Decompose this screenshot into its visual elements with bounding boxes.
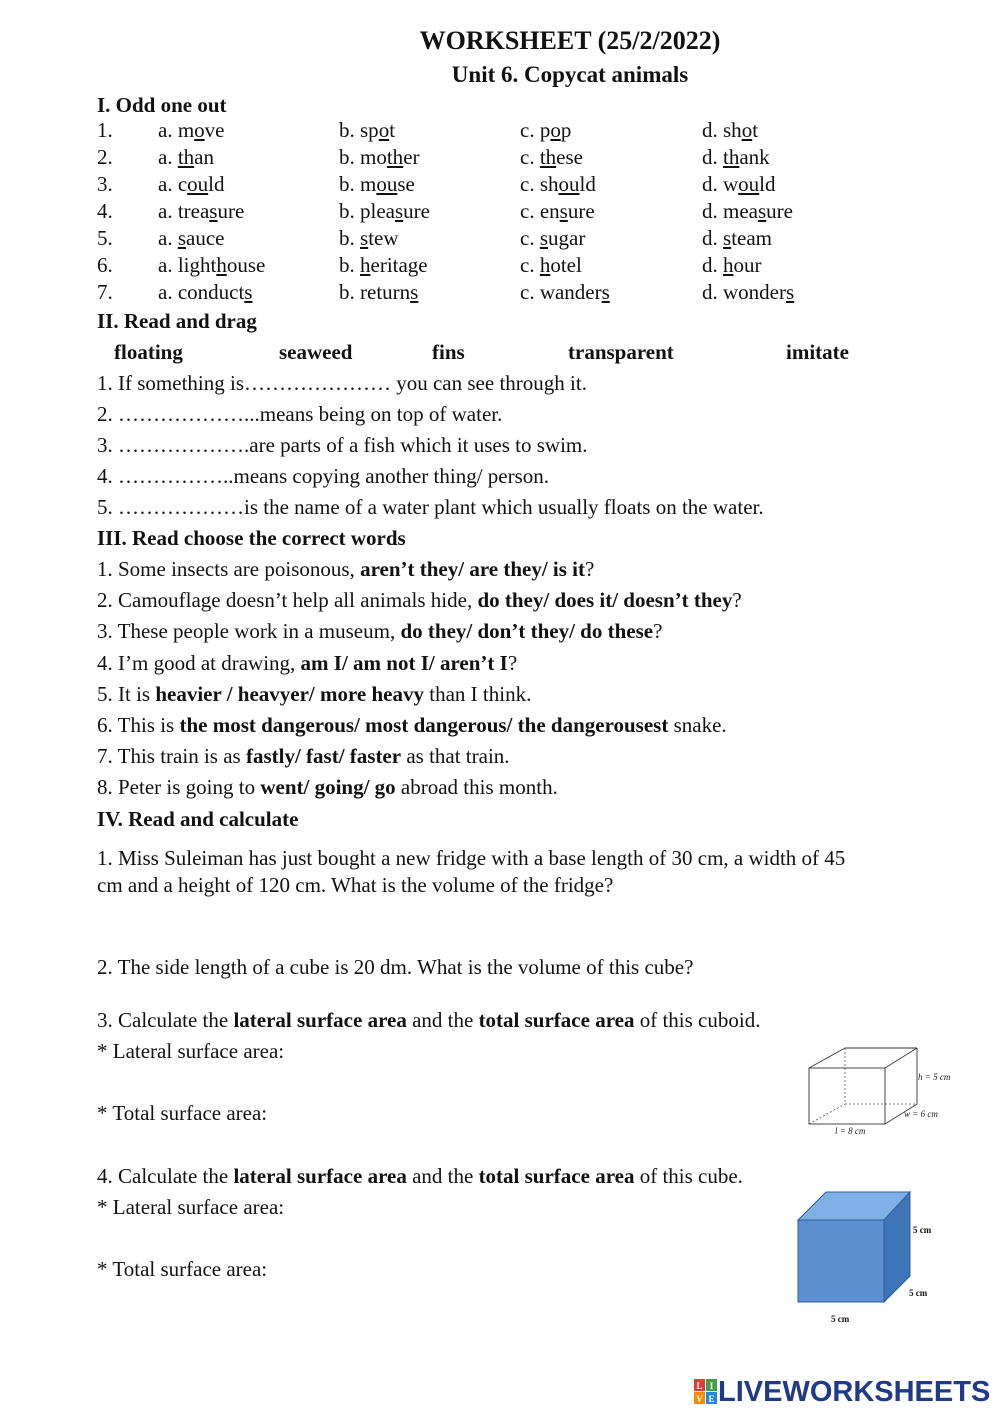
odd-option-underlined: h: [360, 253, 371, 277]
odd-option-underlined: s: [559, 199, 568, 223]
choose-text: 4. I’m good at drawing,: [97, 650, 301, 675]
word-bank-floating[interactable]: floating: [114, 340, 183, 364]
odd-option-text: d. w: [702, 172, 739, 196]
odd-option[interactable]: [339, 171, 415, 197]
odd-option-text: c.: [520, 253, 540, 277]
odd-option-text: c. en: [520, 199, 560, 223]
cuboid-width-label: w = 6 cm: [904, 1109, 938, 1119]
question-4-post: of this cube.: [634, 1164, 743, 1188]
word-bank-seaweed[interactable]: seaweed: [279, 340, 353, 364]
odd-option-text: eritage: [370, 253, 428, 277]
odd-option[interactable]: [520, 144, 583, 170]
section-2-heading: II. Read and drag: [97, 309, 257, 333]
logo-letter: V: [696, 1394, 703, 1404]
odd-option-text: ure: [567, 199, 595, 223]
odd-option-text: ese: [556, 145, 583, 169]
odd-option-text: c.: [520, 145, 540, 169]
question-3-total-answer-label[interactable]: * Total surface area:: [97, 1101, 268, 1125]
odd-option[interactable]: [158, 225, 224, 251]
odd-option[interactable]: [520, 279, 610, 305]
odd-option-text: d.: [702, 145, 723, 169]
odd-option-text: b. return: [339, 280, 411, 304]
odd-option-text: p: [560, 118, 572, 142]
odd-option-text: ure: [766, 199, 793, 223]
odd-option[interactable]: [158, 144, 214, 170]
odd-option[interactable]: [520, 225, 585, 251]
odd-row-number: 1.: [97, 118, 113, 142]
odd-option-text: c. wander: [520, 280, 602, 304]
odd-option[interactable]: [702, 198, 793, 224]
odd-option-underlined: s: [244, 280, 253, 304]
question-4-total: total surface area: [478, 1164, 635, 1188]
question-3-mid: and the: [406, 1008, 479, 1032]
odd-option-text: team: [731, 226, 772, 250]
odd-row-number: 3.: [97, 172, 113, 196]
odd-option-text: d.: [702, 226, 723, 250]
logo-letter: I: [709, 1381, 714, 1391]
question-4-lateral: lateral surface area: [233, 1164, 407, 1188]
cuboid-length-label: l = 8 cm: [835, 1126, 866, 1136]
odd-option[interactable]: [339, 198, 430, 224]
odd-option-text: a. light: [158, 253, 217, 277]
section-4-heading: IV. Read and calculate: [97, 807, 299, 831]
odd-option-underlined: th: [386, 145, 404, 169]
odd-option[interactable]: [158, 171, 225, 197]
odd-option-text: an: [194, 145, 214, 169]
odd-option[interactable]: [520, 171, 596, 197]
odd-option-text: ure: [217, 199, 245, 223]
choose-options: heavier / heavyer/ more heavy: [155, 681, 425, 706]
question-4-lateral-answer-label[interactable]: * Lateral surface area:: [97, 1195, 285, 1219]
odd-option-text: a. trea: [158, 199, 210, 223]
odd-option-text: t: [389, 118, 396, 142]
odd-option-underlined: s: [601, 280, 610, 304]
question-2: 2. The side length of a cube is 20 dm. What is the volume of this cube?: [97, 955, 694, 979]
question-4-total-answer-label[interactable]: * Total surface area:: [97, 1257, 268, 1281]
section-1-heading: I. Odd one out: [97, 93, 227, 117]
odd-option[interactable]: [520, 198, 595, 224]
odd-option[interactable]: [702, 171, 776, 197]
word-bank-fins[interactable]: fins: [432, 340, 465, 364]
choose-options: aren’t they/ are they/ is it: [360, 557, 585, 581]
odd-option-underlined: o: [741, 118, 753, 142]
word-bank-transparent[interactable]: transparent: [568, 340, 674, 364]
cuboid-edge: [809, 1048, 845, 1068]
odd-option-underlined: s: [723, 226, 732, 250]
odd-option-underlined: s: [757, 199, 767, 223]
odd-option[interactable]: [702, 279, 794, 305]
odd-option[interactable]: [339, 252, 428, 278]
odd-option-underlined: o: [194, 118, 205, 142]
odd-option-text: c. sh: [520, 172, 559, 196]
odd-option[interactable]: [702, 144, 770, 170]
odd-option-underlined: s: [360, 226, 369, 250]
odd-option-underlined: ou: [558, 172, 580, 196]
question-4: [97, 1163, 743, 1189]
odd-option[interactable]: [702, 252, 762, 278]
odd-option-text: ouse: [226, 253, 266, 277]
odd-option-text: c. p: [520, 118, 551, 142]
choose-options: the most dangerous/ most dangerous/ the dangerousest: [179, 713, 669, 737]
odd-option-text: er: [403, 145, 420, 169]
question-4-pre: 4. Calculate the: [97, 1164, 234, 1188]
question-3-post: of this cuboid.: [634, 1008, 761, 1032]
drag-item-3[interactable]: 3. ……………….are parts of a fish which it uses to swim.: [97, 433, 588, 457]
odd-option-text: a. c: [158, 172, 188, 196]
choose-text: 1. Some insects are poisonous,: [97, 557, 361, 581]
odd-option-underlined: ou: [376, 172, 398, 196]
odd-option-underlined: s: [539, 226, 549, 250]
choose-item[interactable]: [97, 712, 727, 738]
question-3-lateral: lateral surface area: [233, 1008, 407, 1032]
odd-row-number: 5.: [97, 226, 113, 250]
odd-option-text: b. plea: [339, 199, 395, 223]
liveworksheets-logo[interactable]: [694, 1374, 990, 1410]
choose-options: fastly/ fast/ faster: [245, 744, 402, 769]
odd-option-underlined: s: [177, 226, 187, 250]
cuboid-diagram: [800, 1042, 970, 1138]
odd-option-underlined: s: [394, 199, 404, 223]
odd-option-text: ld: [579, 172, 596, 196]
question-1-line-2: cm and a height of 120 cm. What is the volume of the fridge?: [97, 873, 614, 897]
drag-item-5[interactable]: 5. ………………is the name of a water plant which usually floats on the water.: [97, 495, 764, 519]
odd-option-text: our: [733, 253, 762, 277]
odd-option-text: auce: [186, 226, 225, 250]
odd-option[interactable]: [339, 279, 418, 305]
odd-option-text: ank: [739, 145, 770, 169]
odd-option-underlined: th: [177, 145, 195, 169]
choose-text: as that train.: [401, 744, 510, 769]
choose-item[interactable]: [97, 774, 558, 800]
odd-option-text: d.: [702, 253, 723, 277]
question-3-total: total surface area: [478, 1008, 635, 1032]
odd-option[interactable]: [520, 252, 582, 278]
choose-text: 8. Peter is going to: [97, 775, 261, 800]
liveworksheets-logo-text: LIVEWORKSHEETS: [718, 1375, 991, 1408]
odd-option-text: b.: [339, 226, 360, 250]
odd-option-underlined: o: [550, 118, 561, 142]
cube-diagram: [790, 1188, 950, 1328]
liveworksheets-logo-icon: [694, 1379, 718, 1405]
choose-text: ?: [732, 588, 742, 613]
cuboid-front-face: [809, 1068, 885, 1124]
logo-letter: L: [696, 1381, 703, 1391]
odd-option-text: otel: [550, 253, 582, 277]
choose-options: am I/ am not I/ aren’t I: [300, 650, 508, 675]
odd-option[interactable]: [158, 117, 224, 143]
odd-row-number: 4.: [97, 199, 113, 223]
odd-option[interactable]: [702, 117, 758, 143]
odd-option[interactable]: [702, 225, 772, 251]
cube-height-label: 5 cm: [913, 1225, 932, 1235]
odd-option-text: se: [397, 172, 415, 196]
choose-item[interactable]: [97, 743, 510, 769]
section-3-heading: III. Read choose the correct words: [97, 526, 406, 550]
odd-row-number: 7.: [97, 280, 113, 304]
odd-option-text: tew: [368, 226, 399, 250]
cube-depth-label: 5 cm: [909, 1288, 928, 1298]
odd-option-text: b. sp: [339, 118, 379, 142]
choose-text: than I think.: [424, 681, 532, 706]
choose-text: 7. This train is as: [97, 744, 246, 769]
question-3: [97, 1007, 760, 1033]
odd-option-underlined: h: [216, 253, 227, 277]
choose-text: 2. Camouflage doesn’t help all animals hide,: [97, 588, 478, 613]
odd-option[interactable]: [158, 279, 252, 305]
odd-option[interactable]: [158, 252, 265, 278]
odd-row-number: 6.: [97, 253, 113, 277]
cuboid-hidden-edge: [809, 1104, 845, 1124]
odd-option-underlined: th: [723, 145, 740, 169]
question-1-line-1: 1. Miss Suleiman has just bought a new fridge with a base length of 30 cm, a width of 45: [97, 846, 846, 870]
drag-item-1[interactable]: 1. If something is………………… you can see through it.: [97, 371, 587, 395]
odd-option-underlined: ou: [738, 172, 760, 196]
choose-options: do they/ don’t they/ do these: [400, 619, 654, 644]
odd-option[interactable]: [339, 117, 395, 143]
odd-option-text: ld: [208, 172, 225, 196]
odd-option-text: ld: [759, 172, 776, 196]
odd-option-text: ure: [403, 199, 430, 223]
choose-options: do they/ does it/ doesn’t they: [477, 588, 733, 613]
worksheet-subtitle: Unit 6. Copycat animals: [451, 62, 689, 87]
question-4-mid: and the: [406, 1164, 479, 1188]
question-3-lateral-answer-label[interactable]: * Lateral surface area:: [97, 1039, 285, 1063]
choose-text: ?: [507, 650, 518, 675]
odd-option-text: b. mo: [339, 145, 387, 169]
drag-item-4[interactable]: 4. ……………..means copying another thing/ person.: [97, 464, 550, 488]
odd-option-text: a. conduct: [158, 280, 245, 304]
worksheet-title: WORKSHEET (25/2/2022): [419, 26, 721, 55]
odd-option-underlined: h: [723, 253, 734, 277]
odd-option-text: a. m: [158, 118, 195, 142]
odd-option-text: b.: [339, 253, 360, 277]
question-3-pre: 3. Calculate the: [97, 1008, 234, 1032]
odd-option-text: d. mea: [702, 199, 758, 223]
odd-option-text: d. sh: [702, 118, 742, 142]
choose-item[interactable]: [97, 556, 594, 582]
word-bank-imitate[interactable]: imitate: [786, 340, 849, 364]
choose-text: 5. It is: [97, 681, 156, 706]
odd-option-text: a.: [158, 145, 178, 169]
choose-item[interactable]: [97, 681, 531, 707]
cuboid-edge: [885, 1048, 917, 1068]
choose-text: 3. These people work in a museum,: [97, 619, 401, 644]
odd-option-underlined: s: [209, 199, 218, 223]
cube-front-face: [798, 1220, 884, 1302]
odd-option-text: d. wonder: [702, 280, 786, 304]
odd-option[interactable]: [339, 144, 420, 170]
odd-option-underlined: ou: [187, 172, 209, 196]
odd-option[interactable]: [339, 225, 399, 251]
drag-item-2[interactable]: 2. ………………...means being on top of water.: [97, 402, 503, 426]
odd-option-text: ve: [204, 118, 225, 142]
choose-text: 6. This is: [97, 713, 180, 737]
odd-option-text: b. m: [339, 172, 377, 196]
logo-letter: E: [708, 1394, 715, 1404]
odd-option-underlined: th: [539, 145, 557, 169]
choose-options: went/ going/ go: [260, 775, 396, 800]
choose-text: abroad this month.: [395, 775, 558, 800]
choose-text: ?: [653, 619, 663, 644]
odd-row-number: 2.: [97, 145, 113, 169]
choose-text: snake.: [668, 713, 727, 737]
choose-item[interactable]: [97, 618, 662, 644]
odd-option-underlined: h: [539, 253, 551, 277]
odd-option-underlined: o: [378, 118, 390, 142]
odd-option-text: a.: [158, 226, 178, 250]
odd-option-text: ugar: [548, 226, 586, 250]
choose-text: ?: [585, 557, 595, 581]
odd-option-underlined: s: [785, 280, 795, 304]
choose-item[interactable]: [97, 587, 742, 613]
odd-option-text: c.: [520, 226, 540, 250]
odd-option-text: t: [752, 118, 759, 142]
odd-option[interactable]: [520, 117, 571, 143]
cube-width-label: 5 cm: [831, 1314, 850, 1324]
choose-item[interactable]: [97, 650, 517, 676]
cuboid-height-label: h = 5 cm: [918, 1072, 951, 1082]
odd-option-underlined: s: [410, 280, 419, 304]
odd-option[interactable]: [158, 198, 244, 224]
